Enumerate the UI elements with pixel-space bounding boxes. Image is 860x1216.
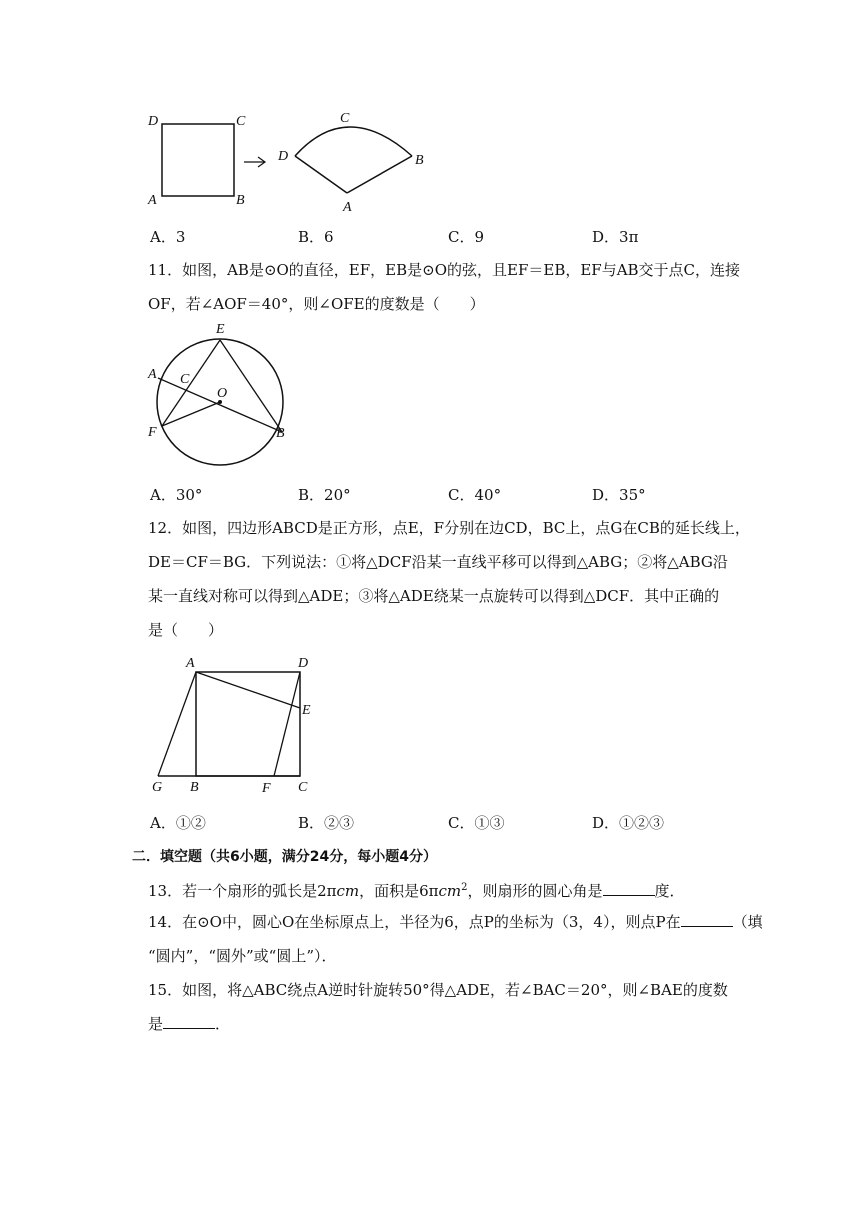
label-O: O [217, 386, 228, 401]
label-sector-C: C [340, 111, 350, 126]
sector-side-right [347, 156, 412, 193]
q12-figure [140, 650, 330, 798]
q11-option-d: D．35° [592, 486, 646, 504]
q15-line2 [148, 1014, 230, 1034]
label-sector-D: D [278, 149, 289, 164]
segment-ag [158, 672, 196, 776]
q10-option-a: A．3 [150, 228, 186, 246]
q10-figure [140, 100, 440, 215]
q12-option-c: C．①③ [448, 814, 505, 832]
q15-line1: 15．如图，将△ABC绕点A逆时针旋转50°得△ADE，若∠BAC＝20°，则∠BAE的度数 [148, 981, 728, 999]
square-abcd [196, 672, 300, 776]
label-A: A [148, 193, 157, 208]
q12-line2: DE＝CF＝BG．下列说法：①将△DCF沿某一直线平移可以得到△ABG；②将△ABG沿 [148, 553, 728, 571]
segment-ae [196, 672, 300, 708]
label-E: E [216, 322, 225, 337]
q13-text-post: ，则扇形的圆心角是 [467, 882, 603, 900]
q13-answer-blank[interactable] [603, 881, 655, 896]
q12-line4: 是（ ） [148, 621, 224, 639]
label-F: F [148, 425, 157, 440]
label-sector-B: B [415, 153, 424, 168]
segment-df [274, 672, 300, 776]
q11-option-c: C．40° [448, 486, 502, 504]
q14-line2: “圆内”，“圆外”或“圆上”）． [148, 947, 337, 965]
q12-line1: 12．如图，四边形ABCD是正方形，点E，F分别在边CD，BC上，点G在CB的延长线上， [148, 519, 750, 537]
q15-text-pre: 是 [148, 1015, 164, 1033]
q15-answer-blank[interactable] [163, 1014, 215, 1029]
q15-text-post: ． [215, 1015, 231, 1033]
label-D: D [298, 656, 309, 671]
label-B: B [190, 780, 199, 795]
sector-side-left [295, 156, 347, 193]
label-A: A [148, 367, 157, 382]
q14-answer-blank[interactable] [681, 912, 733, 927]
q13 [148, 878, 685, 901]
label-F: F [262, 781, 271, 796]
label-E: E [302, 703, 311, 718]
q10-option-d: D．3π [592, 228, 639, 246]
label-C: C [298, 780, 308, 795]
label-B: B [236, 193, 245, 208]
q13-exponent: 2 [461, 882, 468, 893]
q14-text-pre: 14．在⊙O中，圆心O在坐标原点上，半径为6，点P的坐标为（3，4），则点P在 [148, 913, 681, 931]
label-C: C [180, 372, 190, 387]
q14-text-post: （填 [732, 913, 763, 931]
q13-text-mid: ，面积是6π [359, 882, 439, 900]
section-2-title: 二．填空题（共6小题，满分24分，每小题4分） [132, 849, 437, 865]
q13-text-pre: 13．若一个扇形的弧长是2π [148, 882, 337, 900]
q10-option-b: B．6 [298, 228, 334, 246]
q10-option-c: C．9 [448, 228, 485, 246]
label-A: A [186, 656, 195, 671]
q12-option-b: B．②③ [298, 814, 355, 832]
q11-line1: 11．如图，AB是⊙O的直径，EF，EB是⊙O的弦，且EF＝EB，EF与AB交于点C，连接 [148, 261, 741, 279]
q12-line3: 某一直线对称可以得到△ADE；③将△ADE绕某一点旋转可以得到△DCF．其中正确的 [148, 587, 720, 605]
q11-figure [140, 318, 300, 478]
q13-text-end: 度． [654, 882, 685, 900]
q13-unit2: cm [438, 882, 462, 900]
label-D: D [148, 114, 159, 129]
label-B: B [276, 426, 285, 441]
q12-option-a: A．①② [150, 814, 206, 832]
q11-option-b: B．20° [298, 486, 351, 504]
label-sector-A: A [343, 200, 352, 215]
q11-option-a: A．30° [150, 486, 203, 504]
sector-arc [295, 127, 412, 156]
square-shape [162, 124, 234, 196]
label-C: C [236, 114, 246, 129]
q12-option-d: D．①②③ [592, 814, 665, 832]
label-G: G [152, 780, 163, 795]
q11-line2: OF，若∠AOF＝40°，则∠OFE的度数是（ ） [148, 295, 485, 313]
q13-unit1: cm [336, 882, 360, 900]
q14-line1 [148, 912, 763, 932]
